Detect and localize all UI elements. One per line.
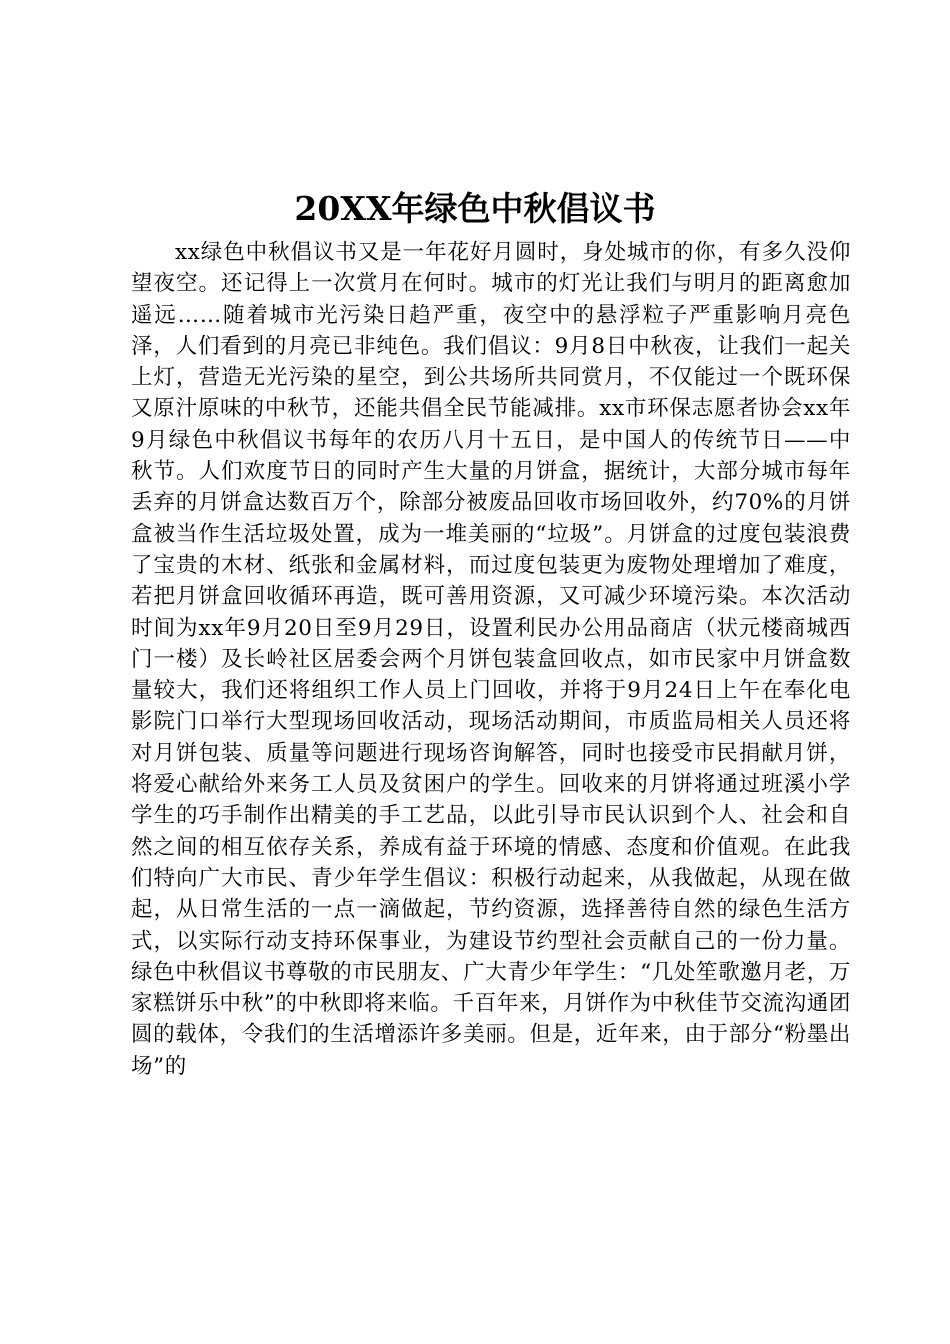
document-title: 20XX年绿色中秋倡议书 [294,189,656,228]
document-body-paragraph: xx绿色中秋倡议书又是一年花好月圆时，身处城市的你，有多久没仰望夜空。还记得上一次赏月在何时。城市的灯光让我们与明月的距离愈加遥远……随着城市光污染日趋严重，夜空中的悬浮粒子严重影响月亮色泽，人们看到的月亮已非纯色。我们倡议：9月8日中秋夜，让我们一起关上灯，营造无光污染的星空，到公共场所共同赏月，不仅能过一个既环保又原汁原味的中秋节，还能共倡全民节能减排。xx市环保志愿者协会xx年9月绿色中秋倡议书每年的农历八月十五日，是中国人的传统节日——中秋节。人们欢度节日的同时产生大量的月饼盒，据统计，大部分城市每年丢弃的月饼盒达数百万个，除部分被废品回收市场回收外，约70%的月饼盒被当作生活垃圾处置，成为一堆美丽的“垃圾”。月饼盒的过度包装浪费了宝贵的木材、纸张和金属材料，而过度包装更为废物处理增加了难度，若把月饼盒回收循环再造，既可善用资源，又可减少环境污染。本次活动时间为xx年9月20日至9月29日，设置利民办公用品商店（状元楼商城西门一楼）及长岭社区居委会两个月饼包装盒回收点，如市民家中月饼盒数量较大，我们还将组织工作人员上门回收，并将于9月24日上午在奉化电影院门口举行大型现场回收活动，现场活动期间，市质监局相关人员还将对月饼包装、质量等问题进行现场咨询解答，同时也接受市民捐献月饼，将爱心献给外来务工人员及贫困户的学生。回收来的月饼将通过班溪小学学生的巧手制作出精美的手工艺品，以此引导市民认识到个人、社会和自然之间的相互依存关系，养成有益于环境的情感、态度和价值观。在此我们特向广大市民、青少年学生倡议：积极行动起来，从我做起，从现在做起，从日常生活的一点一滴做起，节约资源，选择善待自然的绿色生活方式，以实际行动支持环保事业，为建设节约型社会贡献自己的一份力量。绿色中秋倡议书尊敬的市民朋友、广大青少年学生：“几处笙歌邀月老，万家糕饼乐中秋”的中秋即将来临。千百年来，月饼作为中秋佳节交流沟通团圆的载体，令我们的生活增添许多美丽。但是，近年来，由于部分“粉墨出场”的 [131,240,851,1079]
